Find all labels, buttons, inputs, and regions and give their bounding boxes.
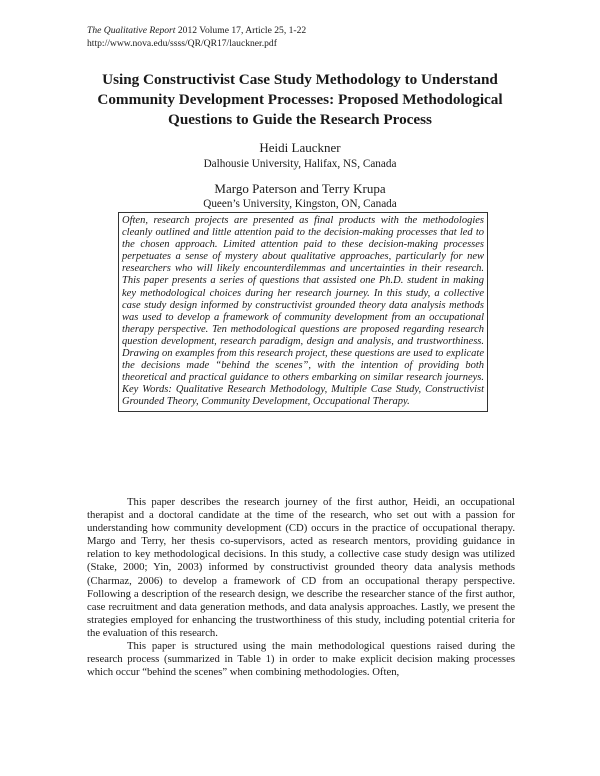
paper-title: Using Constructivist Case Study Methodology to Understand Community Development Processes: Proposed Methodological Questions to Guide the Research Process xyxy=(97,71,503,128)
affiliation-primary: Dalhousie University, Halifax, NS, Canada xyxy=(203,158,397,170)
citation-details: 2012 Volume 17, Article 25, 1-22 xyxy=(175,25,307,36)
body-paragraph: This paper is structured using the main methodological questions raised during the research process (summarized in Table 1) in order to make explicit decision making processes which occur “behind the scenes” when combining methodologies. Often, xyxy=(87,640,515,679)
abstract-text: Often, research projects are presented as final products with the methodologies cleanly outlined and little attention paid to the decision-making processes that led to the chosen approach. Limited attention paid to these decision-making processes perpetuates a sense of mystery about qualitative approaches, particularly for new researchers who will likely encounterdilemmas and uncertainties in their research. This paper presents a series of questions that assisted one Ph.D. student in making key methodological choices during her research journey. In this study, a collective case study design informed by constructivist grounded theory data analysis methods was used to develop a framework of community development from an occupational therapy perspective. Ten methodological questions are proposed regarding research question development, research paradigm, design and analysis, and trustworthiness. Drawing on examples from this research project, these questions are used to explicate the decisions made “behind the scenes”, with the intention of providing both theoretical and practical guidance to others embarking on similar research journeys. Key Words: Qualitative Research Methodology, Multiple Case Study, Constructivist Grounded Theory, Community Development, Occupational Therapy. xyxy=(122,215,484,408)
journal-name: The Qualitative Report xyxy=(87,25,176,36)
body-paragraph: This paper describes the research journey of the first author, Heidi, an occupational therapist and a doctoral candidate at the time of the research, who set out with a passion for understanding how community development (CD) occurs in the practice of occupational therapy. Margo and Terry, her thesis co-supervisors, acted as research mentors, providing guidance in relation to key methodological decisions. In this study, a collective case study design was utilized (Stake, 2000; Yin, 2003) informed by constructivist grounded theory data analysis methods (Charmaz, 2006) to develop a framework of CD from an occupational therapy perspective. Following a description of the research design, we describe the researcher stance of the first author, case recruitment and data generation methods, and data analysis approaches. Lastly, we present the strategies employed for enhancing the trustworthiness of this study, including potential criteria for the evaluation of this research. xyxy=(87,496,515,639)
journal-header xyxy=(87,24,306,50)
article-url: http://www.nova.edu/ssss/QR/QR17/lauckner.pdf xyxy=(87,38,277,49)
citation-line xyxy=(87,24,306,37)
author-primary: Heidi Lauckner xyxy=(259,140,341,155)
affiliation-coauthors: Queen’s University, Kingston, ON, Canada xyxy=(203,198,397,210)
author-coauthors: Margo Paterson and Terry Krupa xyxy=(214,181,386,196)
body-text xyxy=(87,496,515,679)
abstract-box xyxy=(118,212,488,412)
